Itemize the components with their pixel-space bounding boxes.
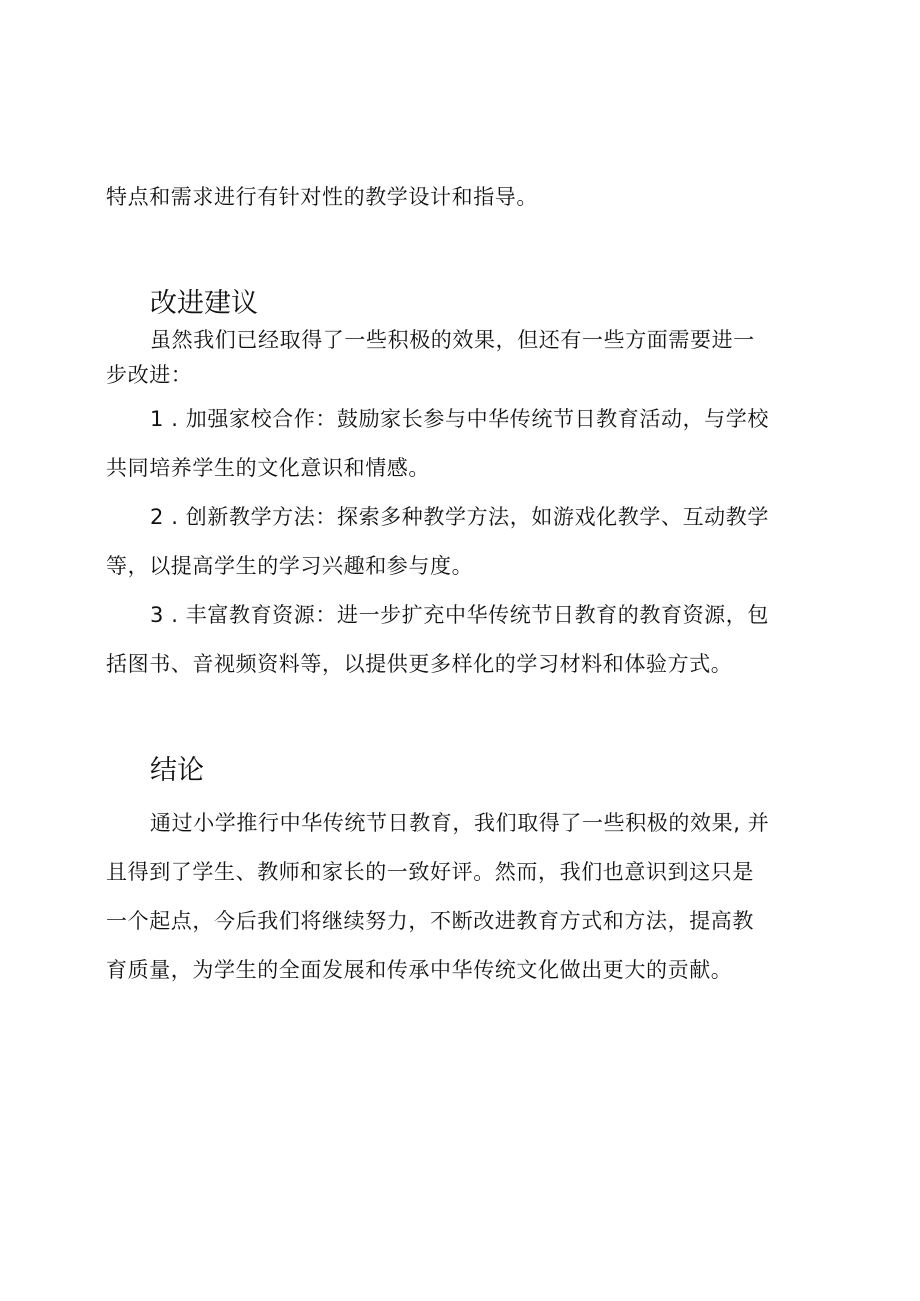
- improvements-heading: 改进建议: [150, 288, 258, 319]
- conclusion-line-4: 育质量，为学生的全面发展和传承中华传统文化做出更大的贡献。: [106, 958, 733, 982]
- continuation-paragraph-line: 特点和需求进行有针对性的教学设计和指导。: [106, 185, 538, 209]
- improvement-item-3-line-1: 3 . 丰富教育资源：进一步扩充中华传统节日教育的教育资源，包: [150, 603, 769, 627]
- improvements-intro-line-1: 虽然我们已经取得了一些积极的效果，但还有一些方面需要进一: [150, 328, 755, 352]
- conclusion-line-3: 一个起点，今后我们将继续努力，不断改进教育方式和方法，提高教: [106, 909, 754, 933]
- improvement-item-1-line-2: 共同培养学生的文化意识和情感。: [106, 456, 430, 480]
- improvement-item-1-line-1: 1 . 加强家校合作：鼓励家长参与中华传统节日教育活动，与学校: [150, 407, 769, 431]
- conclusion-heading: 结论: [150, 755, 204, 786]
- improvement-item-2-line-1: 2 . 创新教学方法：探索多种教学方法，如游戏化教学、互动教学: [150, 505, 769, 529]
- conclusion-line-2: 且得到了学生、教师和家长的一致好评。然而，我们也意识到这只是: [106, 860, 754, 884]
- conclusion-line-1: 通过小学推行中华传统节日教育，我们取得了一些积极的效果, 并: [150, 811, 770, 835]
- improvement-item-2-line-2: 等，以提高学生的学习兴趣和参与度。: [106, 554, 474, 578]
- improvement-item-3-line-2: 括图书、音视频资料等，以提供更多样化的学习材料和体验方式。: [106, 652, 733, 676]
- improvements-intro-line-2: 步改进：: [106, 363, 193, 387]
